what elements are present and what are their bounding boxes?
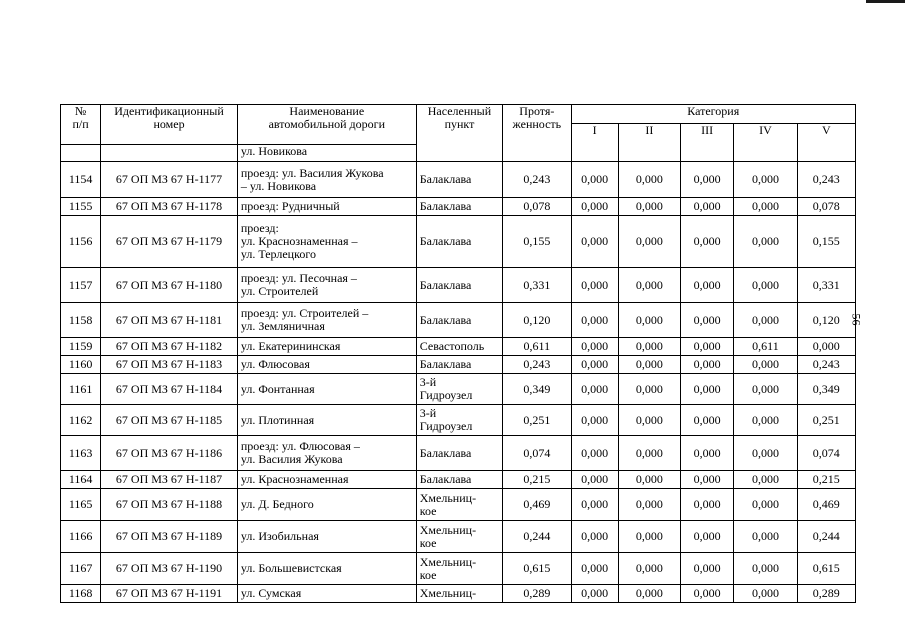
row-ident: 67 ОП МЗ 67 Н-1191: [101, 585, 238, 603]
row-cat-5: 0,289: [797, 585, 855, 603]
row-num: 1159: [61, 338, 101, 356]
row-cat-5: 0,615: [797, 553, 855, 585]
row-length: 0,155: [503, 216, 571, 268]
row-cat-5: 0,215: [797, 471, 855, 489]
row-road-name: ул. Фонтанная: [237, 374, 416, 405]
row-length: 0,243: [503, 356, 571, 374]
row-cat-4: 0,000: [734, 489, 797, 521]
row-ident: 67 ОП МЗ 67 Н-1183: [101, 356, 238, 374]
row-cat-3: 0,000: [681, 374, 734, 405]
row-cat-1: 0,000: [571, 338, 618, 356]
roads-table: [60, 104, 856, 603]
table-row: [61, 374, 856, 405]
row-cat-1: 0,000: [571, 436, 618, 471]
header-road-name: Наименование автомобильной дороги: [237, 105, 416, 145]
table-row: [61, 553, 856, 585]
row-place: Хмельниц- кое: [416, 521, 502, 553]
row-num: 1158: [61, 303, 101, 338]
row-ident: 67 ОП МЗ 67 Н-1177: [101, 162, 238, 198]
row-cat-5: 0,078: [797, 198, 855, 216]
row-cat-5: 0,000: [797, 338, 855, 356]
table-row: [61, 216, 856, 268]
row-place: Балаклава: [416, 268, 502, 303]
header-cat-3: III: [681, 124, 734, 162]
row-road-name: ул. Большевистская: [237, 553, 416, 585]
row-num: 1167: [61, 553, 101, 585]
row-cat-1: 0,000: [571, 553, 618, 585]
table-row: [61, 268, 856, 303]
table-row: [61, 436, 856, 471]
row-cat-2: 0,000: [618, 338, 680, 356]
row-cat-3: 0,000: [681, 585, 734, 603]
row-num: 1161: [61, 374, 101, 405]
row-length: 0,289: [503, 585, 571, 603]
row-num: 1168: [61, 585, 101, 603]
row-ident: 67 ОП МЗ 67 Н-1186: [101, 436, 238, 471]
table-row: [61, 198, 856, 216]
row-cat-3: 0,000: [681, 356, 734, 374]
row-cat-1: 0,000: [571, 471, 618, 489]
table-row: [61, 405, 856, 436]
row-num: 1160: [61, 356, 101, 374]
row-cat-4: 0,000: [734, 162, 797, 198]
row-cat-4: 0,000: [734, 553, 797, 585]
header-ident: Идентификационный номер: [101, 105, 238, 145]
row-num: 1162: [61, 405, 101, 436]
row-cat-1: 0,000: [571, 489, 618, 521]
row-cat-5: 0,251: [797, 405, 855, 436]
row-cat-1: 0,000: [571, 585, 618, 603]
row-cat-4: 0,000: [734, 521, 797, 553]
header-cat-4: IV: [734, 124, 797, 162]
row-place: Балаклава: [416, 471, 502, 489]
row-length: 0,120: [503, 303, 571, 338]
row-cat-2: 0,000: [618, 436, 680, 471]
row-place: Балаклава: [416, 356, 502, 374]
row-cat-5: 0,469: [797, 489, 855, 521]
header-length: Протя- женность: [503, 105, 571, 162]
row-road-name: проезд: Рудничный: [237, 198, 416, 216]
table-row: [61, 585, 856, 603]
row-cat-3: 0,000: [681, 162, 734, 198]
row-cat-4: 0,000: [734, 471, 797, 489]
table-row: [61, 489, 856, 521]
header-category: Категория: [571, 105, 856, 124]
row-ident: 67 ОП МЗ 67 Н-1189: [101, 521, 238, 553]
row-place: Балаклава: [416, 436, 502, 471]
row-place: Балаклава: [416, 303, 502, 338]
header-cat-1: I: [571, 124, 618, 162]
header-cat-5: V: [797, 124, 855, 162]
row-place: 3-й Гидроузел: [416, 374, 502, 405]
row-cat-1: 0,000: [571, 356, 618, 374]
table-row: [61, 356, 856, 374]
row-num: 1156: [61, 216, 101, 268]
row-cat-2: 0,000: [618, 471, 680, 489]
row-cat-5: 0,349: [797, 374, 855, 405]
row-cat-4: 0,000: [734, 405, 797, 436]
page-number: 56: [849, 313, 864, 326]
row-ident: 67 ОП МЗ 67 Н-1188: [101, 489, 238, 521]
row-road-name: проезд: ул. Песочная – ул. Строителей: [237, 268, 416, 303]
row-length: 0,244: [503, 521, 571, 553]
row-cat-2: 0,000: [618, 553, 680, 585]
row-place: Хмельниц- кое: [416, 489, 502, 521]
row-cat-5: 0,155: [797, 216, 855, 268]
table-row: [61, 303, 856, 338]
table-row: [61, 162, 856, 198]
row-cat-3: 0,000: [681, 198, 734, 216]
row-cat-4: 0,611: [734, 338, 797, 356]
row-cat-3: 0,000: [681, 303, 734, 338]
row-cat-5: 0,331: [797, 268, 855, 303]
row-cat-4: 0,000: [734, 216, 797, 268]
row-cat-2: 0,000: [618, 216, 680, 268]
row-place: Севастополь: [416, 338, 502, 356]
row-cat-1: 0,000: [571, 162, 618, 198]
row-cat-2: 0,000: [618, 374, 680, 405]
row-cat-4: 0,000: [734, 356, 797, 374]
row-place: Балаклава: [416, 162, 502, 198]
table-body: [61, 162, 856, 603]
row-road-name: ул. Сумская: [237, 585, 416, 603]
row-cat-2: 0,000: [618, 162, 680, 198]
row-length: 0,615: [503, 553, 571, 585]
row-place: Хмельниц-: [416, 585, 502, 603]
row-length: 0,611: [503, 338, 571, 356]
row-road-name: ул. Екатерининская: [237, 338, 416, 356]
row-road-name: ул. Д. Бедного: [237, 489, 416, 521]
header-num: № п/п: [61, 105, 101, 145]
row-length: 0,078: [503, 198, 571, 216]
row-place: Хмельниц- кое: [416, 553, 502, 585]
top-edge-rule: [866, 0, 905, 3]
row-cat-1: 0,000: [571, 198, 618, 216]
row-length: 0,251: [503, 405, 571, 436]
row-num: 1164: [61, 471, 101, 489]
row-cat-4: 0,000: [734, 268, 797, 303]
row-road-name: ул. Изобильная: [237, 521, 416, 553]
row-cat-1: 0,000: [571, 268, 618, 303]
row-cat-1: 0,000: [571, 303, 618, 338]
table-row: [61, 338, 856, 356]
row-cat-5: 0,120: [797, 303, 855, 338]
row-cat-5: 0,244: [797, 521, 855, 553]
row-cat-2: 0,000: [618, 268, 680, 303]
row-length: 0,215: [503, 471, 571, 489]
row-road-name: ул. Флюсовая: [237, 356, 416, 374]
row-ident: 67 ОП МЗ 67 Н-1179: [101, 216, 238, 268]
row-cat-1: 0,000: [571, 374, 618, 405]
row-cat-3: 0,000: [681, 489, 734, 521]
row-cat-1: 0,000: [571, 521, 618, 553]
row-length: 0,469: [503, 489, 571, 521]
row-length: 0,074: [503, 436, 571, 471]
row-road-name: проезд: ул. Краснознаменная – ул. Терлецкого: [237, 216, 416, 268]
row-cat-3: 0,000: [681, 471, 734, 489]
row-num: 1154: [61, 162, 101, 198]
row-road-name: проезд: ул. Василия Жукова – ул. Новикова: [237, 162, 416, 198]
row-cat-4: 0,000: [734, 303, 797, 338]
row-road-name: проезд: ул. Строителей – ул. Земляничная: [237, 303, 416, 338]
row-ident: 67 ОП МЗ 67 Н-1185: [101, 405, 238, 436]
row-num: 1163: [61, 436, 101, 471]
row-cat-5: 0,243: [797, 162, 855, 198]
row-num: 1155: [61, 198, 101, 216]
row-num: 1165: [61, 489, 101, 521]
table-row: [61, 521, 856, 553]
row-cat-3: 0,000: [681, 553, 734, 585]
row-cat-4: 0,000: [734, 374, 797, 405]
row-road-name: ул. Плотинная: [237, 405, 416, 436]
row-cat-2: 0,000: [618, 489, 680, 521]
row-cat-2: 0,000: [618, 356, 680, 374]
row-ident: 67 ОП МЗ 67 Н-1180: [101, 268, 238, 303]
row-cat-5: 0,074: [797, 436, 855, 471]
header-cat-2: II: [618, 124, 680, 162]
row-ident: 67 ОП МЗ 67 Н-1181: [101, 303, 238, 338]
row-cat-2: 0,000: [618, 198, 680, 216]
row-cat-5: 0,243: [797, 356, 855, 374]
row-cat-3: 0,000: [681, 216, 734, 268]
row-ident: 67 ОП МЗ 67 Н-1182: [101, 338, 238, 356]
row-length: 0,349: [503, 374, 571, 405]
row-road-name: ул. Краснознаменная: [237, 471, 416, 489]
row-cat-3: 0,000: [681, 521, 734, 553]
row-place: Балаклава: [416, 216, 502, 268]
row-cat-3: 0,000: [681, 405, 734, 436]
row-cat-2: 0,000: [618, 521, 680, 553]
carryover-road-name: ул. Новикова: [237, 145, 416, 162]
row-ident: 67 ОП МЗ 67 Н-1190: [101, 553, 238, 585]
row-ident: 67 ОП МЗ 67 Н-1184: [101, 374, 238, 405]
row-cat-3: 0,000: [681, 436, 734, 471]
row-cat-4: 0,000: [734, 585, 797, 603]
row-cat-4: 0,000: [734, 198, 797, 216]
row-length: 0,331: [503, 268, 571, 303]
row-cat-1: 0,000: [571, 405, 618, 436]
row-cat-1: 0,000: [571, 216, 618, 268]
header-place: Населенный пункт: [416, 105, 502, 162]
row-cat-2: 0,000: [618, 405, 680, 436]
row-cat-2: 0,000: [618, 303, 680, 338]
row-cat-3: 0,000: [681, 338, 734, 356]
row-cat-3: 0,000: [681, 268, 734, 303]
row-length: 0,243: [503, 162, 571, 198]
row-place: Балаклава: [416, 198, 502, 216]
row-ident: 67 ОП МЗ 67 Н-1187: [101, 471, 238, 489]
row-cat-2: 0,000: [618, 585, 680, 603]
table-row: [61, 471, 856, 489]
row-place: 3-й Гидроузел: [416, 405, 502, 436]
row-ident: 67 ОП МЗ 67 Н-1178: [101, 198, 238, 216]
row-num: 1166: [61, 521, 101, 553]
row-num: 1157: [61, 268, 101, 303]
row-cat-4: 0,000: [734, 436, 797, 471]
row-road-name: проезд: ул. Флюсовая – ул. Василия Жукова: [237, 436, 416, 471]
table-header: [61, 105, 856, 162]
